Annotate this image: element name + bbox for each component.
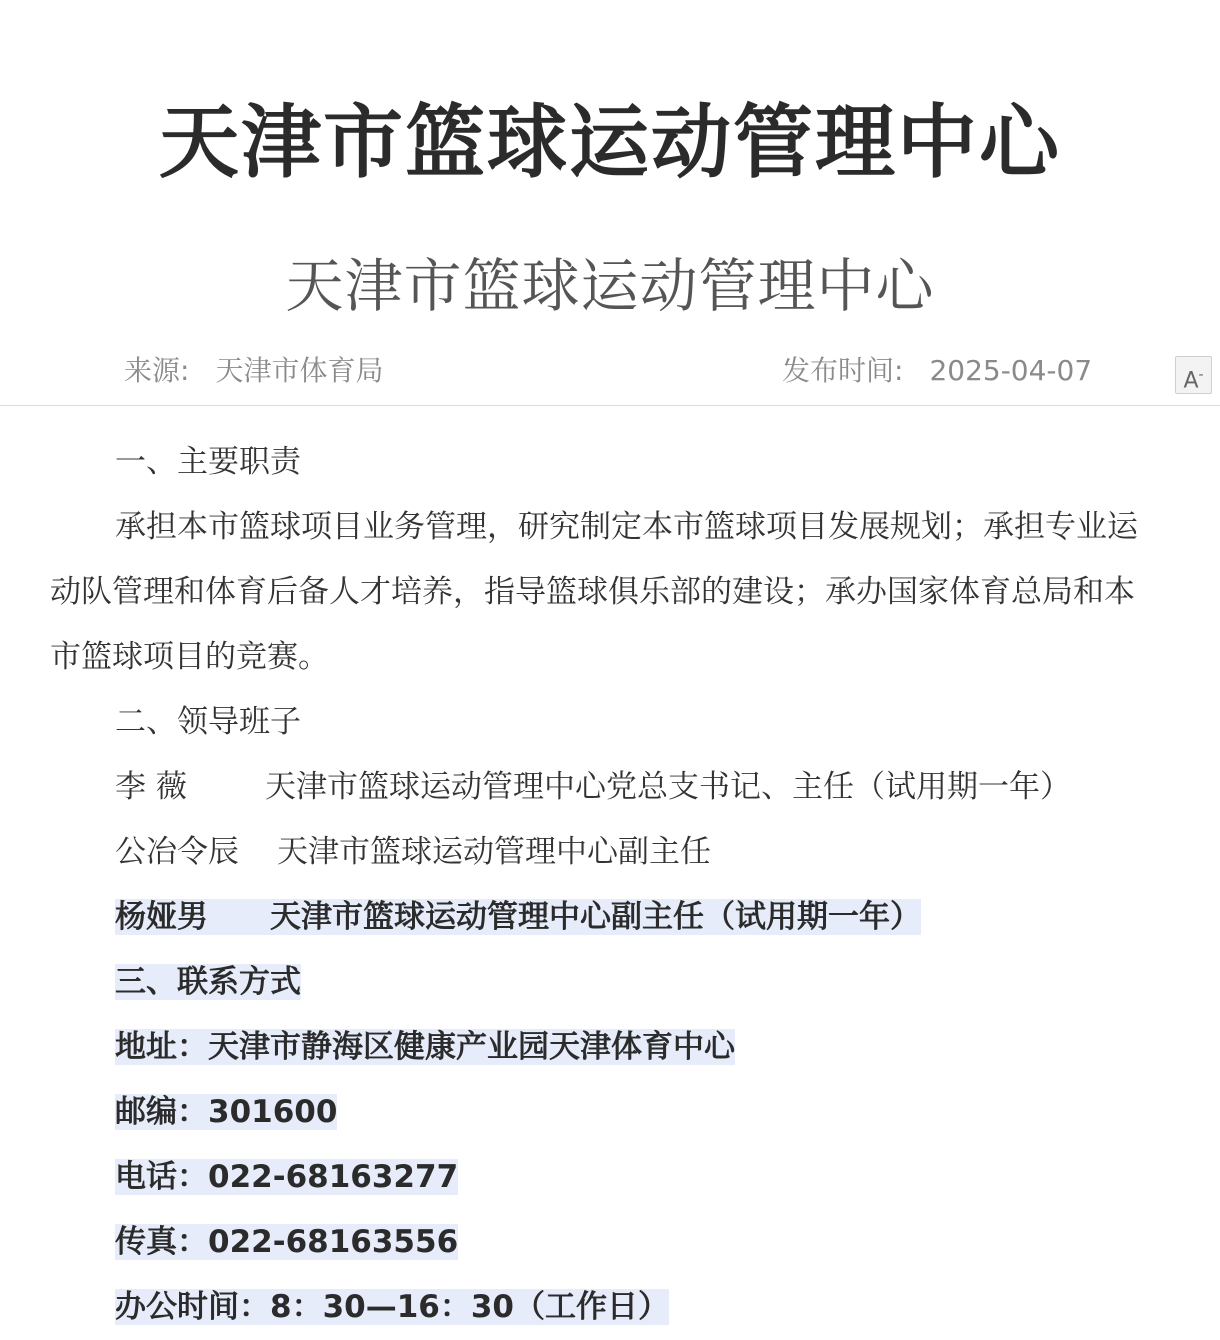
contact-office-hours: 办公时间：8：30—16：30（工作日） — [115, 1289, 669, 1325]
font-size-button[interactable] — [1175, 356, 1212, 394]
leader-name: 李 薇 — [115, 769, 187, 805]
leader-role: 天津市篮球运动管理中心副主任（试用期一年） — [270, 899, 921, 935]
leader-role: 天津市篮球运动管理中心党总支书记、主任（试用期一年） — [265, 769, 1071, 805]
publish-date-info — [782, 350, 1092, 392]
section-heading-leaders: 二、领导班子 — [115, 704, 301, 740]
section-heading-duties: 一、主要职责 — [115, 444, 301, 480]
source-label: 来源: — [124, 354, 190, 387]
contact-postcode: 邮编：301600 — [115, 1094, 338, 1130]
leader-name: 杨娅男 — [115, 899, 208, 935]
source-info — [124, 350, 383, 392]
contact-phone: 电话：022-68163277 — [115, 1159, 459, 1195]
article-title: 天津市篮球运动管理中心 — [285, 252, 935, 320]
header-divider — [0, 405, 1220, 406]
contact-address: 地址：天津市静海区健康产业园天津体育中心 — [115, 1029, 735, 1065]
leader-row — [50, 885, 1160, 950]
article-meta — [0, 350, 1220, 392]
duties-paragraph: 承担本市篮球项目业务管理，研究制定本市篮球项目发展规划；承担专业运动队管理和体育后备人才培养，指导篮球俱乐部的建设；承办国家体育总局和本市篮球项目的竞赛。 — [50, 509, 1138, 675]
leader-row — [50, 755, 1160, 820]
date-value: 2025-04-07 — [929, 354, 1093, 387]
date-label: 发布时间: — [782, 354, 904, 387]
source-value: 天津市体育局 — [215, 354, 384, 387]
page-title: 天津市篮球运动管理中心 — [159, 96, 1061, 189]
font-size-minus: - — [1198, 367, 1204, 383]
article-body — [50, 430, 1160, 1340]
contact-fax: 传真：022-68163556 — [115, 1224, 459, 1260]
leader-role: 天津市篮球运动管理中心副主任 — [277, 834, 711, 870]
leader-row — [50, 820, 1160, 885]
font-size-icon: A — [1183, 368, 1199, 394]
leader-name: 公冶令辰 — [115, 834, 239, 870]
section-heading-contact: 三、联系方式 — [115, 964, 301, 1000]
